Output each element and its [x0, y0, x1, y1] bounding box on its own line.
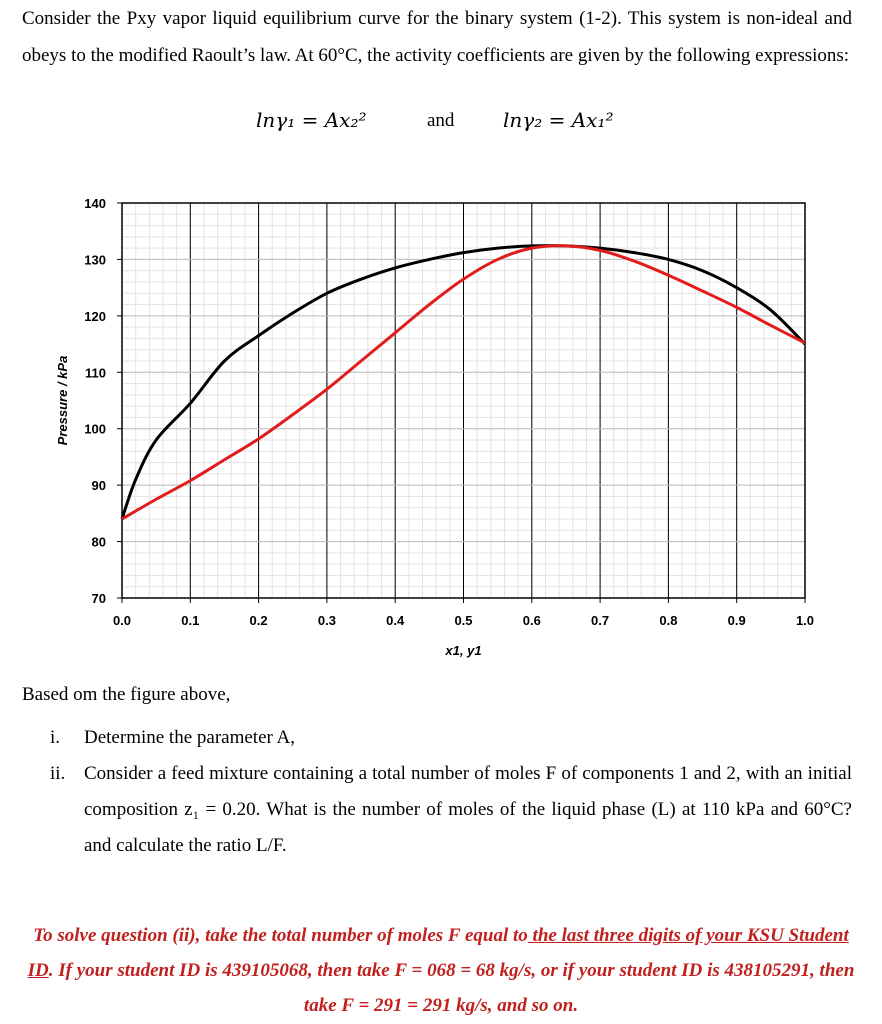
y-axis-label: Pressure / kPa [55, 355, 70, 446]
note-part2: . If your student ID is 439105068, then take F = 068 = 68 kg/s, or if your student ID is 438105291, then take F = 291 = 291 kg/s, and so on. [48, 960, 855, 1016]
x-tick-label: 0.5 [454, 613, 473, 628]
equations-row [0, 108, 882, 144]
y-tick-label: 120 [84, 308, 106, 324]
y-tick-label: 70 [91, 591, 106, 606]
note-part1: To solve question (ii), take the total number of moles F equal to [33, 925, 528, 946]
x-tick-label: 0.8 [659, 613, 678, 628]
x-tick-label: 0.9 [727, 613, 746, 628]
x-axis-label: x1, y1 [445, 643, 482, 658]
x-tick-label: 0.1 [181, 613, 200, 628]
pxy-chart [40, 185, 820, 660]
intro-paragraph: Consider the Pxy vapor liquid equilibrium curve for the binary system (1-2). This system is non-ideal and obeys to the modified Raoult’s law. At 60°C, the activity coefficients are given by the following expressions: [22, 8, 852, 66]
after-text: Based om the figure above, [22, 684, 231, 705]
y-tick-label: 100 [84, 421, 106, 437]
question-number: i. [50, 727, 61, 748]
instruction-note [22, 918, 860, 1023]
x-tick-label: 0.3 [317, 613, 336, 628]
equation-gamma2: lnγ₂ = Ax₁² [503, 108, 614, 132]
note-underlined: the last three digits of your KSU Student ID [27, 925, 849, 981]
question-list [22, 720, 852, 864]
y-tick-label: 80 [91, 534, 106, 550]
question-item [22, 756, 852, 864]
x-tick-label: 0.7 [591, 613, 610, 628]
equations-and: and [427, 110, 455, 131]
question-number: ii. [50, 763, 66, 784]
y-tick-label: 130 [84, 252, 106, 268]
y-tick-label: 110 [85, 365, 106, 381]
equation-gamma1: lnγ₁ = Ax₂² [256, 108, 367, 132]
x-tick-label: 1.0 [795, 613, 815, 628]
x-tick-label: 0.6 [522, 613, 541, 628]
x-tick-label: 0.4 [386, 613, 405, 628]
question-text: Consider a feed mixture containing a total number of moles F of components 1 and 2, with an initial composition z₁ = 0.20. What is the number of moles of the liquid phase (L) at 110 kPa and 60°C? and calculate the ratio L/F. [84, 763, 852, 856]
question-text: Determine the parameter A, [84, 727, 296, 748]
y-tick-label: 90 [91, 478, 106, 494]
question-item [22, 720, 852, 756]
y-tick-label: 140 [84, 196, 106, 211]
x-tick-label: 0.2 [249, 613, 268, 628]
x-tick-label: 0.0 [112, 613, 132, 628]
